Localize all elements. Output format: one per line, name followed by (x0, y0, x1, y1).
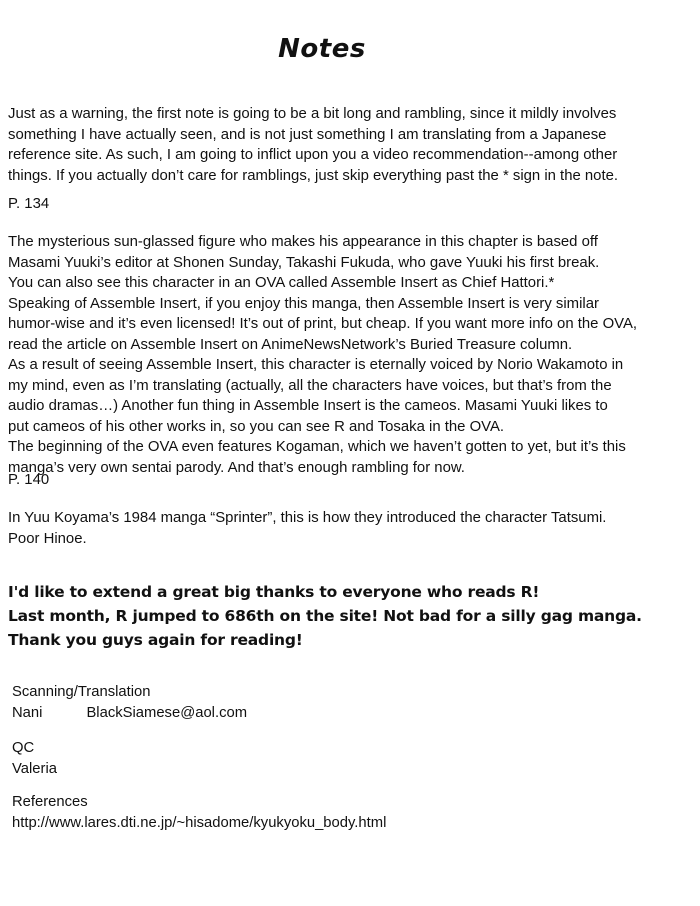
note-line: The beginning of the OVA even features Kogaman, which we haven’t gotten to yet, but it’s this (8, 439, 626, 455)
note-line: In Yuu Koyama’s 1984 manga “Sprinter”, this is how they introduced the character Tatsumi. (8, 510, 607, 526)
intro-line: reference site. As such, I am going to inflict upon you a video recommendation--among other (8, 147, 618, 163)
intro-line: something I have actually seen, and is not just something I am translating from a Japanese (8, 126, 607, 143)
credits-scanning (12, 682, 692, 723)
note-line: manga’s very own sentai parody. And that’s enough rambling for now. (8, 459, 465, 476)
note-page-ref-140: P. 140 (8, 472, 50, 488)
credits-references (12, 792, 692, 833)
note-line: As a result of seeing Assemble Insert, this character is eternally voiced by Norio Wakamoto in (8, 357, 624, 373)
intro-paragraph (8, 104, 698, 186)
credit-name: Valeria (12, 760, 57, 777)
note-line: humor-wise and it’s even licensed! It’s out of print, but cheap. If you want more info on the OVA, (8, 316, 638, 332)
thanks-line: I'd like to extend a great big thanks to everyone who reads R! (8, 583, 540, 601)
note-line: You can also see this character in an OVA called Assemble Insert as Chief Hattori.* (8, 275, 555, 291)
credits-qc (12, 738, 692, 779)
credit-email: BlackSiamese@aol.com (86, 704, 248, 721)
note-line: read the article on Assemble Insert on AnimeNewsNetwork’s Buried Treasure column. (8, 336, 573, 353)
intro-line: Just as a warning, the first note is going to be a bit long and rambling, since it mildly involves (8, 106, 617, 122)
note-line: The mysterious sun-glassed figure who makes his appearance in this chapter is based off (8, 234, 598, 250)
note-line: Poor Hinoe. (8, 530, 87, 547)
note-134-body (8, 232, 698, 478)
credits-heading: QC (12, 740, 35, 756)
thanks-line: Thank you guys again for reading! (8, 631, 303, 649)
intro-line: things. If you actually don’t care for ramblings, just skip everything past the * sign in the note. (8, 167, 619, 184)
note-line: Masami Yuuki’s editor at Shonen Sunday, Takashi Fukuda, who gave Yuuki his first break. (8, 254, 600, 271)
reference-url: http://www.lares.dti.ne.jp/~hisadome/kyukyoku_body.html (12, 814, 387, 831)
credits-entry (12, 703, 692, 724)
note-line: Speaking of Assemble Insert, if you enjoy this manga, then Assemble Insert is very similar (8, 295, 599, 312)
note-line: put cameos of his other works in, so you can see R and Tosaka in the OVA. (8, 418, 505, 435)
note-140-body (8, 508, 698, 549)
thanks-message (8, 580, 698, 652)
thanks-line: Last month, R jumped to 686th on the site! Not bad for a silly gag manga. (8, 607, 642, 625)
credits-heading: Scanning/Translation (12, 684, 151, 700)
page-title: Notes (278, 34, 366, 64)
note-line: my mind, even as I’m translating (actually, all the characters have voices, but that’s from the (8, 377, 612, 394)
credits-heading: References (12, 794, 88, 810)
note-line: audio dramas…) Another fun thing in Assemble Insert is the cameos. Masami Yuuki likes to (8, 398, 608, 414)
note-page-ref-134: P. 134 (8, 196, 50, 212)
credit-name: Nani (12, 704, 43, 721)
